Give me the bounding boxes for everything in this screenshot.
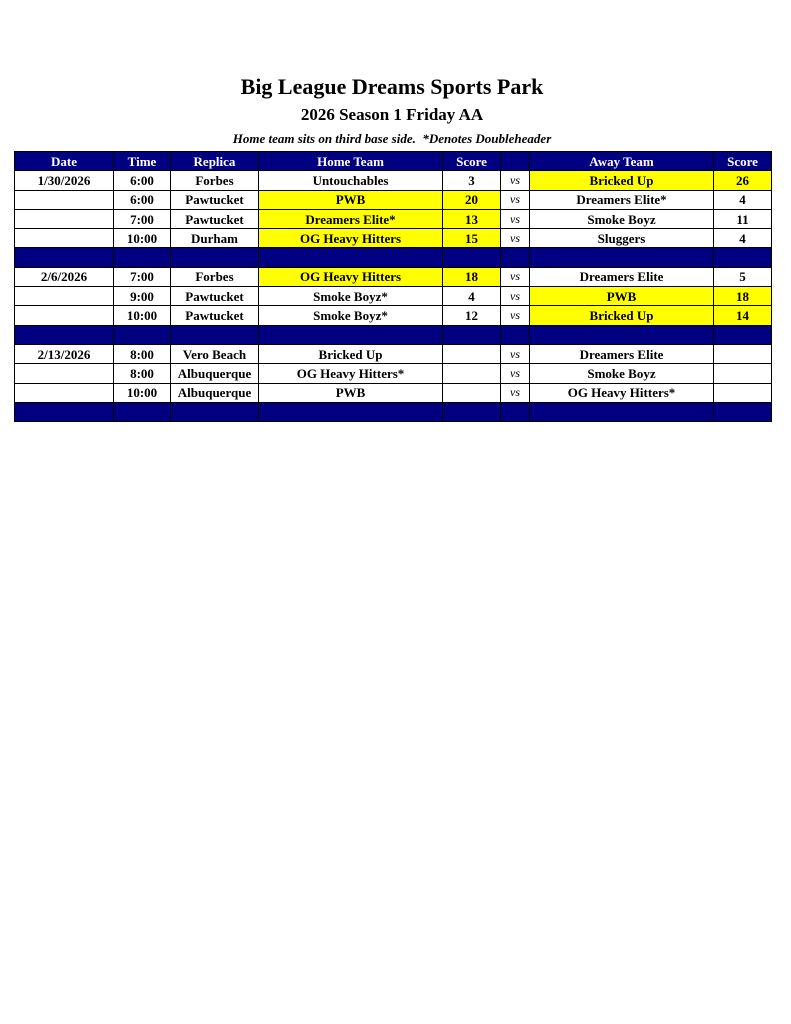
separator-cell [114,248,171,267]
date-cell [15,190,114,209]
separator-cell [501,248,530,267]
away-team-cell: Bricked Up [530,171,714,190]
date-cell [15,306,114,325]
away-team-cell: Smoke Boyz [530,364,714,383]
separator-cell [530,325,714,344]
table-row [15,383,772,402]
table-row [15,344,772,363]
home-team-cell: Smoke Boyz* [259,306,443,325]
vs-cell: vs [501,306,530,325]
table-row [15,287,772,306]
separator-cell [114,325,171,344]
table-row [15,306,772,325]
table-header-row [15,152,772,171]
separator-cell [171,248,259,267]
vs-cell: vs [501,209,530,228]
home-score-cell: 12 [443,306,501,325]
home-score-cell: 13 [443,209,501,228]
date-cell [15,209,114,228]
separator-row [15,248,772,267]
separator-cell [443,248,501,267]
home-team-cell: PWB [259,190,443,209]
vs-cell: vs [501,171,530,190]
away-score-cell [714,344,772,363]
separator-cell [259,248,443,267]
replica-cell: Pawtucket [171,287,259,306]
separator-cell [171,325,259,344]
away-team-cell: Dreamers Elite [530,344,714,363]
separator-cell [714,325,772,344]
separator-cell [15,402,114,421]
schedule-body [15,171,772,422]
vs-cell: vs [501,344,530,363]
separator-cell [114,402,171,421]
separator-row [15,325,772,344]
home-score-cell [443,344,501,363]
home-team-cell: Bricked Up [259,344,443,363]
replica-cell: Forbes [171,171,259,190]
table-row [15,171,772,190]
away-score-cell: 14 [714,306,772,325]
col-header-home-score: Score [443,152,501,171]
time-cell: 8:00 [114,344,171,363]
separator-cell [171,402,259,421]
away-team-cell: Smoke Boyz [530,209,714,228]
home-score-cell: 18 [443,267,501,286]
separator-cell [259,325,443,344]
separator-cell [443,325,501,344]
date-cell: 1/30/2026 [15,171,114,190]
col-header-date: Date [15,152,114,171]
away-score-cell: 4 [714,229,772,248]
col-header-time: Time [114,152,171,171]
home-score-cell [443,364,501,383]
home-team-cell: Untouchables [259,171,443,190]
away-score-cell: 5 [714,267,772,286]
away-team-cell: PWB [530,287,714,306]
date-cell [15,364,114,383]
time-cell: 6:00 [114,190,171,209]
replica-cell: Albuquerque [171,383,259,402]
away-score-cell: 4 [714,190,772,209]
separator-row [15,402,772,421]
date-cell: 2/6/2026 [15,267,114,286]
away-team-cell: Sluggers [530,229,714,248]
separator-cell [530,402,714,421]
separator-cell [15,248,114,267]
home-score-cell [443,383,501,402]
time-cell: 10:00 [114,306,171,325]
col-header-away-score: Score [714,152,772,171]
home-team-cell: OG Heavy Hitters [259,229,443,248]
table-row [15,229,772,248]
separator-cell [501,325,530,344]
home-score-cell: 4 [443,287,501,306]
away-team-cell: OG Heavy Hitters* [530,383,714,402]
vs-cell: vs [501,287,530,306]
home-team-cell: OG Heavy Hitters [259,267,443,286]
away-score-cell: 26 [714,171,772,190]
col-header-replica: Replica [171,152,259,171]
date-cell [15,287,114,306]
schedule-note: Home team sits on third base side. *Denotes Doubleheader [232,131,552,146]
home-score-cell: 3 [443,171,501,190]
replica-cell: Pawtucket [171,209,259,228]
replica-cell: Forbes [171,267,259,286]
table-row [15,364,772,383]
home-score-cell: 20 [443,190,501,209]
away-team-cell: Dreamers Elite* [530,190,714,209]
time-cell: 7:00 [114,267,171,286]
home-team-cell: OG Heavy Hitters* [259,364,443,383]
vs-cell: vs [501,383,530,402]
vs-cell: vs [501,229,530,248]
time-cell: 8:00 [114,364,171,383]
table-row [15,190,772,209]
away-team-cell: Dreamers Elite [530,267,714,286]
schedule-table [14,151,772,422]
home-score-cell: 15 [443,229,501,248]
separator-cell [714,248,772,267]
replica-cell: Vero Beach [171,344,259,363]
vs-cell: vs [501,267,530,286]
date-cell [15,229,114,248]
vs-cell: vs [501,364,530,383]
vs-cell: vs [501,190,530,209]
page-title: Big League Dreams Sports Park [240,74,544,99]
table-row [15,267,772,286]
time-cell: 9:00 [114,287,171,306]
replica-cell: Albuquerque [171,364,259,383]
separator-cell [259,402,443,421]
away-score-cell [714,364,772,383]
separator-cell [443,402,501,421]
home-team-cell: Smoke Boyz* [259,287,443,306]
time-cell: 7:00 [114,209,171,228]
date-cell: 2/13/2026 [15,344,114,363]
separator-cell [15,325,114,344]
replica-cell: Pawtucket [171,306,259,325]
replica-cell: Pawtucket [171,190,259,209]
time-cell: 6:00 [114,171,171,190]
separator-cell [530,248,714,267]
page-subtitle: 2026 Season 1 Friday AA [300,105,484,124]
date-cell [15,383,114,402]
away-score-cell [714,383,772,402]
col-header-away-team: Away Team [530,152,714,171]
replica-cell: Durham [171,229,259,248]
separator-cell [501,402,530,421]
away-team-cell: Bricked Up [530,306,714,325]
home-team-cell: Dreamers Elite* [259,209,443,228]
table-row [15,209,772,228]
away-score-cell: 11 [714,209,772,228]
time-cell: 10:00 [114,229,171,248]
separator-cell [714,402,772,421]
col-header-home-team: Home Team [259,152,443,171]
time-cell: 10:00 [114,383,171,402]
home-team-cell: PWB [259,383,443,402]
away-score-cell: 18 [714,287,772,306]
col-header-vs [501,152,530,171]
